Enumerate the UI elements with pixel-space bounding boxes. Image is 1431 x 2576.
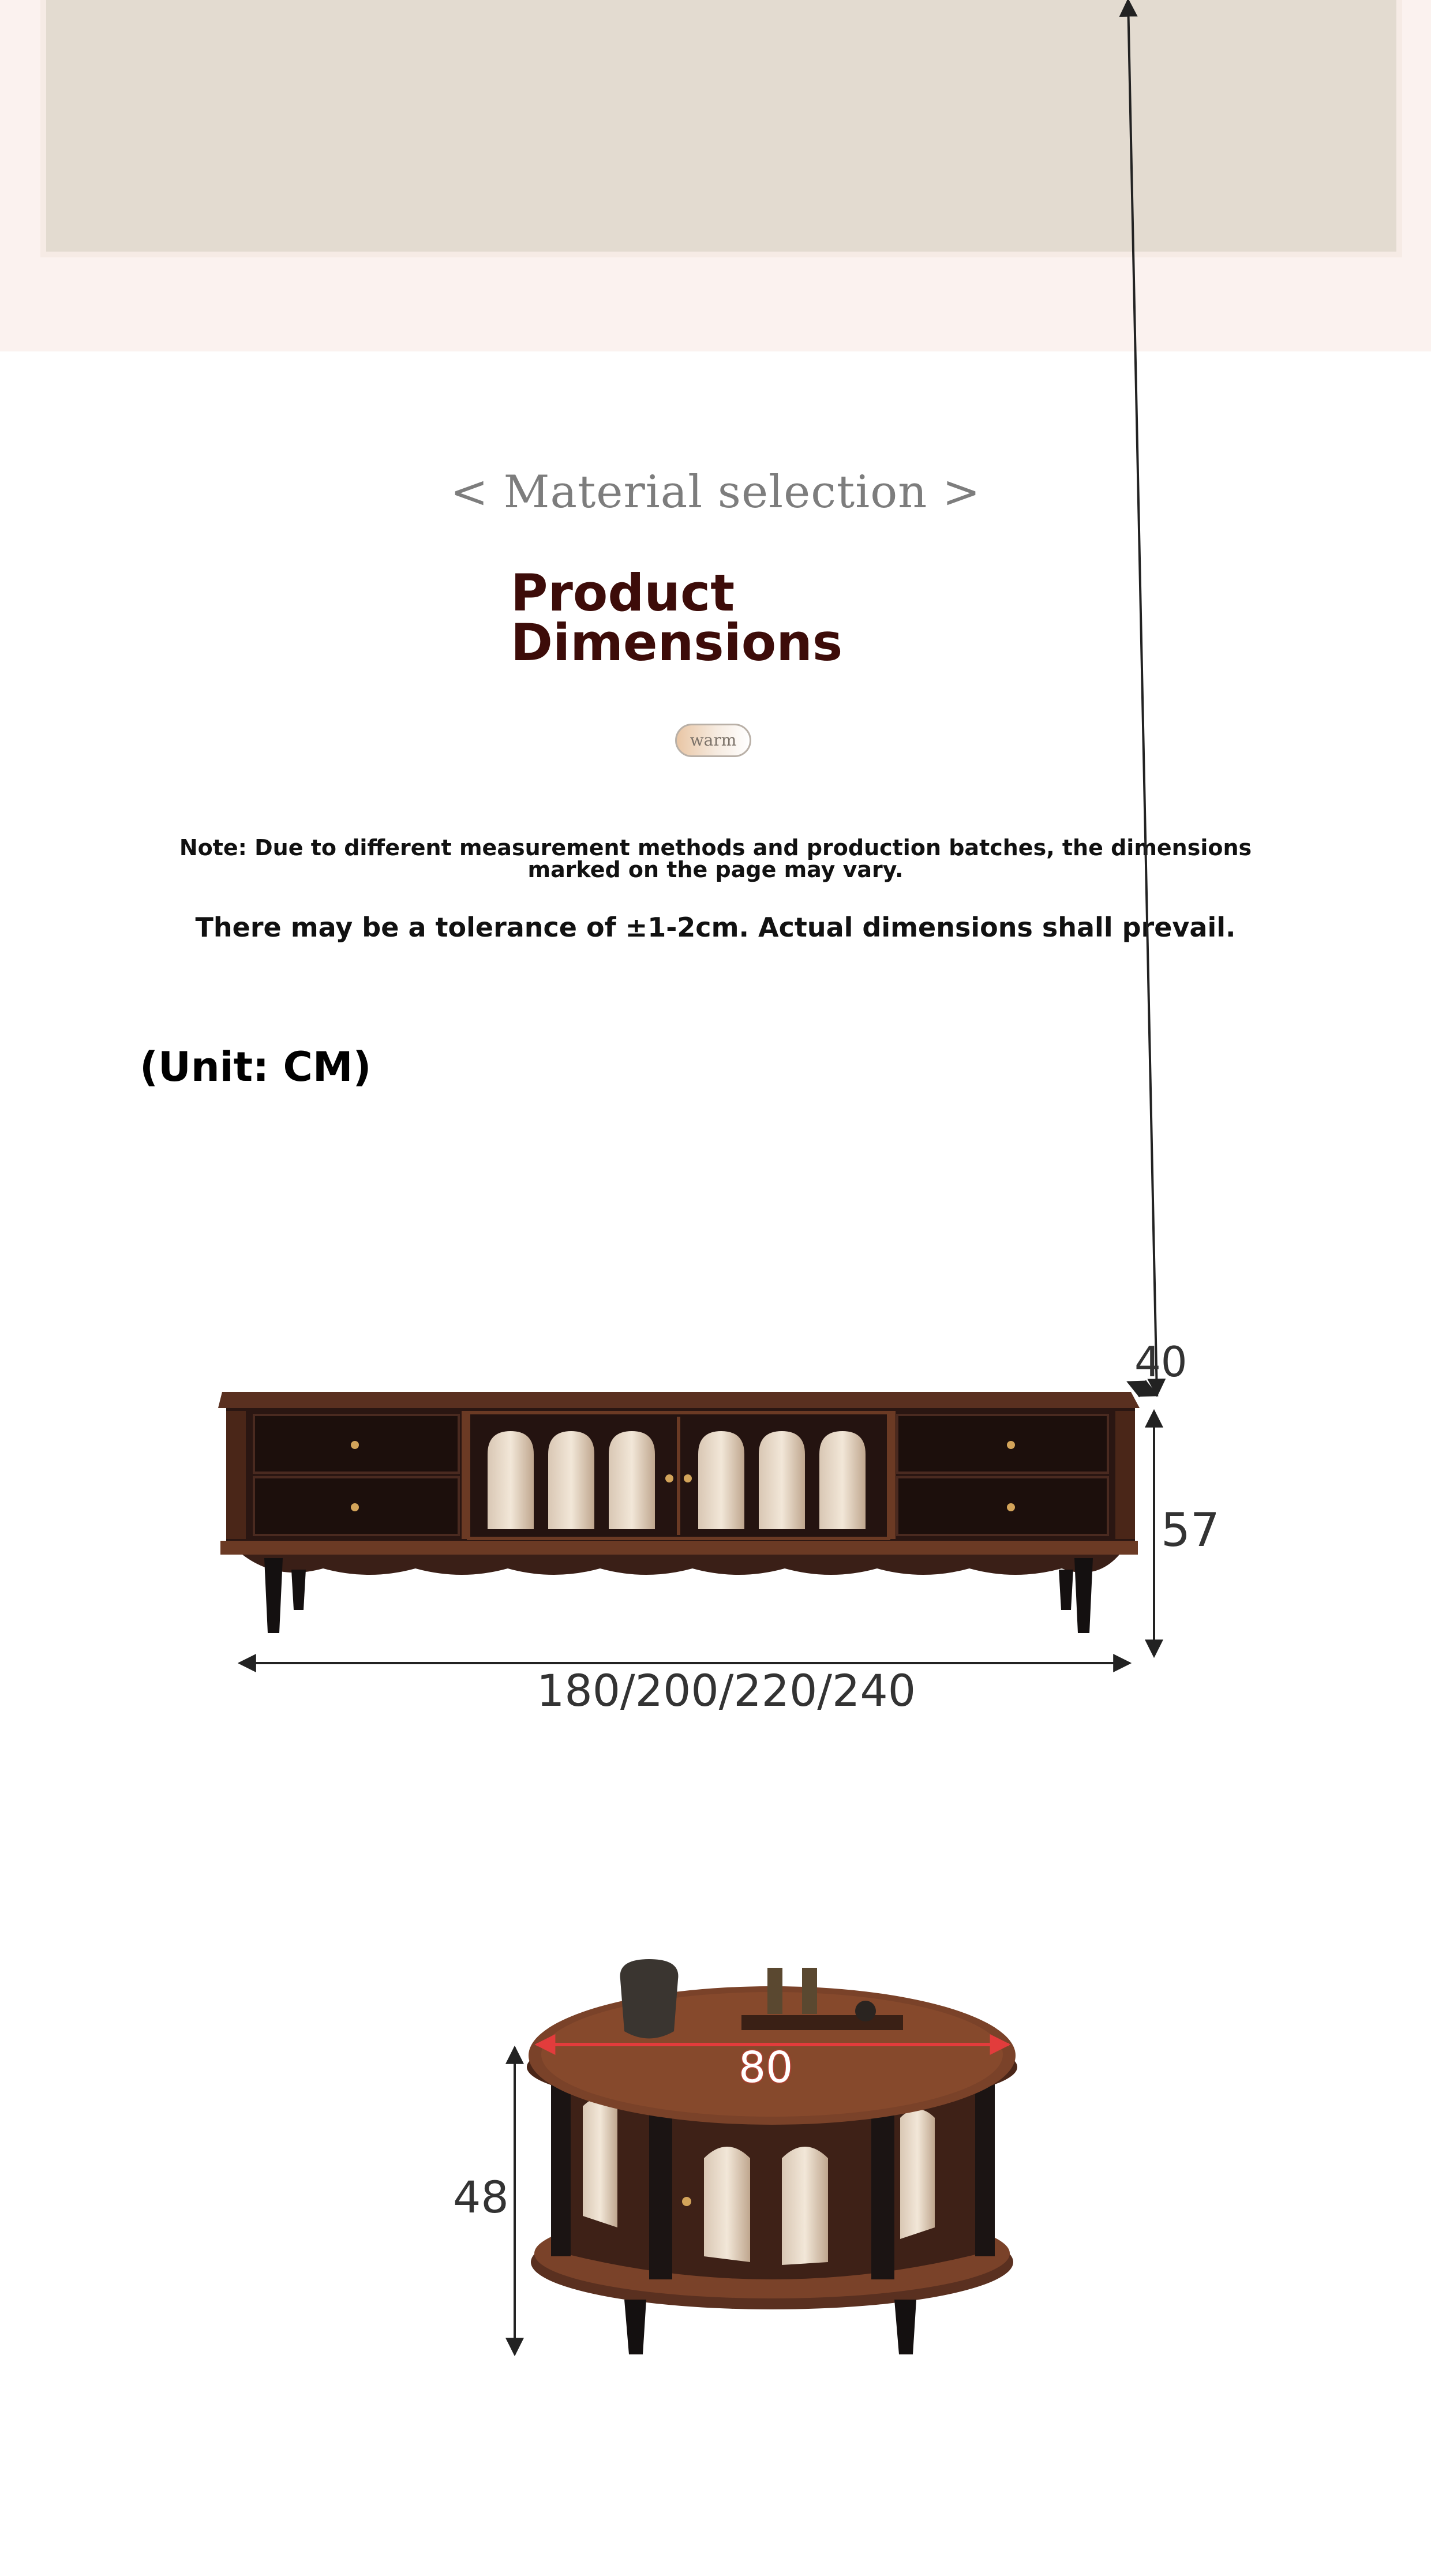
tolerance-note: There may be a tolerance of ±1-2cm. Actual dimensions shall prevail.	[195, 912, 1236, 943]
tv-cabinet-illustration	[218, 1392, 1140, 1633]
page-title-line-2: Dimensions	[511, 613, 843, 672]
page-title-line-1: Product	[511, 563, 735, 623]
height-label: 57	[1161, 1503, 1220, 1557]
warm-badge: warm	[675, 724, 751, 757]
depth-label: 40	[1134, 1338, 1187, 1386]
diameter-label: 80	[739, 2043, 793, 2092]
unit-label: (Unit: CM)	[140, 1043, 372, 1091]
length-label: 180/200/220/240	[537, 1665, 916, 1716]
table-height-label: 48	[453, 2171, 509, 2223]
measurement-note: Note: Due to different measurement methods and production batches, the dimensions marked on the page may vary.	[179, 835, 1252, 882]
coffee-table-illustration	[527, 1959, 1017, 2354]
section-title: < Material selection >	[450, 466, 981, 518]
